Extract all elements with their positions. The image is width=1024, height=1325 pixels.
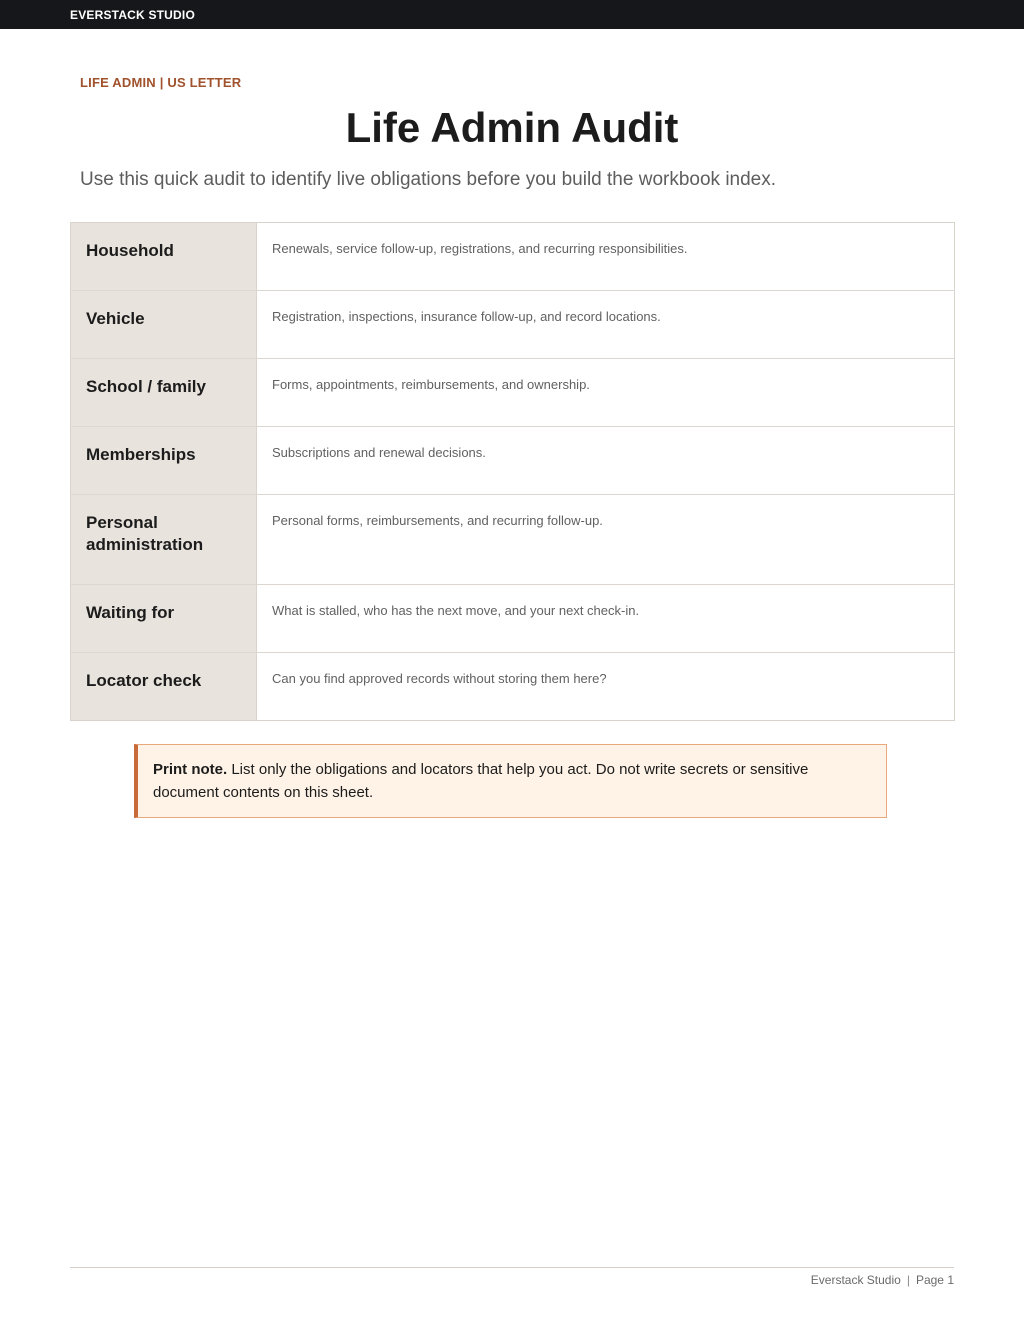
audit-row-memberships bbox=[71, 427, 955, 495]
print-note bbox=[134, 744, 887, 818]
audit-row-waiting-for bbox=[71, 585, 955, 653]
row-description: Personal forms, reimbursements, and recurring follow-up. bbox=[257, 495, 955, 585]
page-footer bbox=[811, 1273, 954, 1287]
footer-page-number: Page 1 bbox=[915, 1273, 954, 1287]
row-description: Can you find approved records without storing them here? bbox=[272, 671, 607, 686]
audit-row-locator-check bbox=[71, 653, 955, 721]
top-bar bbox=[0, 0, 1024, 29]
row-description: Registration, inspections, insurance follow-up, and record locations. bbox=[257, 291, 955, 359]
footer-separator: | bbox=[906, 1273, 910, 1287]
page-subtitle: Use this quick audit to identify live obligations before you build the workbook index. bbox=[80, 169, 777, 190]
audit-row-household bbox=[71, 223, 955, 291]
audit-row-personal-administration bbox=[71, 495, 955, 585]
row-category: School / family bbox=[71, 359, 257, 427]
document-eyebrow: LIFE ADMIN | US LETTER bbox=[80, 75, 242, 90]
row-category: Locator check bbox=[71, 653, 257, 721]
print-note-text: List only the obligations and locators that help you act. Do not write secrets or sensitive document contents on this sheet. bbox=[153, 761, 809, 801]
audit-row-vehicle bbox=[71, 291, 955, 359]
row-category: Waiting for bbox=[71, 585, 257, 653]
footer-company: Everstack Studio bbox=[810, 1273, 901, 1287]
row-description: What is stalled, who has the next move, and your next check-in. bbox=[257, 585, 955, 653]
row-description: Subscriptions and renewal decisions. bbox=[257, 427, 955, 495]
row-description: Forms, appointments, reimbursements, and ownership. bbox=[257, 359, 955, 427]
row-category: Memberships bbox=[71, 427, 257, 495]
footer-divider bbox=[70, 1267, 954, 1268]
print-note-label: Print note. bbox=[153, 761, 228, 778]
row-category: Vehicle bbox=[71, 291, 257, 359]
row-category: Household bbox=[71, 223, 257, 291]
audit-table bbox=[70, 222, 955, 721]
page-title: Life Admin Audit bbox=[345, 104, 679, 151]
audit-row-school-family bbox=[71, 359, 955, 427]
brand-name: EVERSTACK STUDIO bbox=[70, 8, 195, 22]
row-category: Personal administration bbox=[71, 495, 257, 585]
row-description: Renewals, service follow-up, registrations, and recurring responsibilities. bbox=[257, 223, 955, 291]
